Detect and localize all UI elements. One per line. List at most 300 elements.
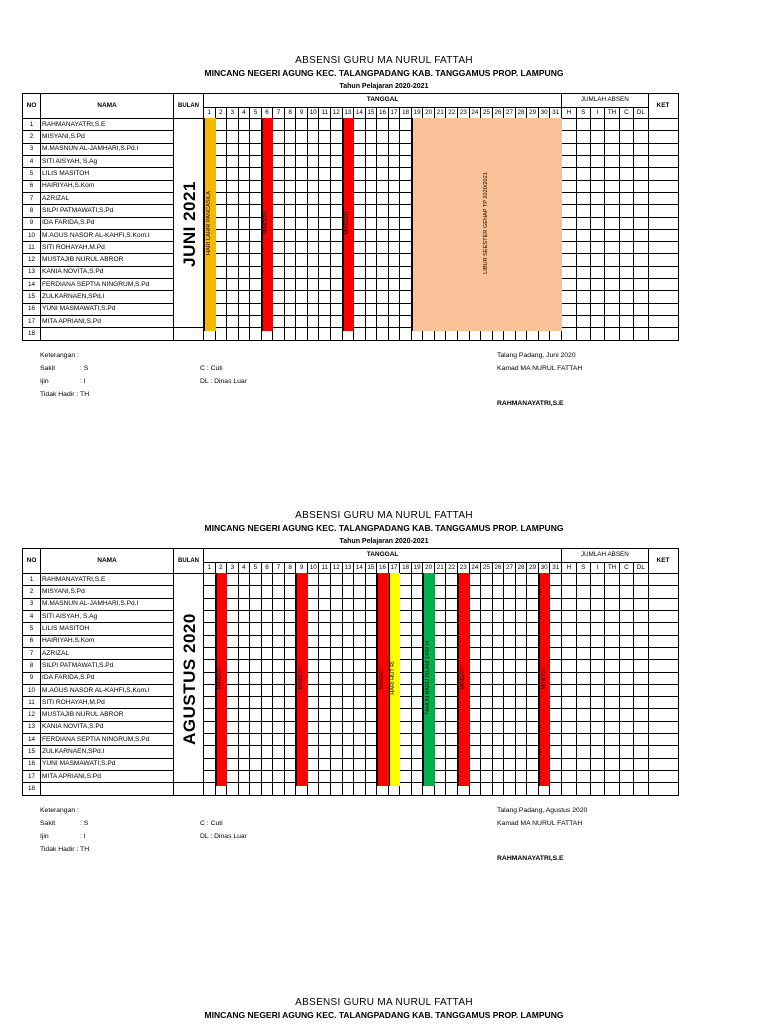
day-cell[interactable] xyxy=(296,291,308,303)
day-cell[interactable] xyxy=(273,721,285,733)
ket-cell[interactable] xyxy=(648,119,678,131)
ket-cell[interactable] xyxy=(648,156,678,168)
day-cell[interactable] xyxy=(284,734,296,746)
day-cell[interactable] xyxy=(307,168,319,180)
ket-cell[interactable] xyxy=(648,574,678,586)
day-cell[interactable] xyxy=(515,672,527,684)
absen-cell[interactable] xyxy=(590,315,604,327)
day-cell[interactable] xyxy=(238,574,250,586)
day-cell[interactable] xyxy=(411,684,423,696)
day-cell[interactable] xyxy=(227,242,239,254)
absen-cell[interactable] xyxy=(619,697,633,709)
day-cell[interactable] xyxy=(504,758,516,770)
day-cell[interactable] xyxy=(434,611,446,623)
day-cell[interactable] xyxy=(527,635,539,647)
day-cell[interactable] xyxy=(527,586,539,598)
day-cell[interactable] xyxy=(400,279,412,291)
day-cell[interactable] xyxy=(284,684,296,696)
day-cell[interactable] xyxy=(469,783,481,795)
day-cell[interactable] xyxy=(515,721,527,733)
day-cell[interactable] xyxy=(527,598,539,610)
absen-cell[interactable] xyxy=(619,143,633,155)
day-cell[interactable] xyxy=(250,131,262,143)
day-cell[interactable] xyxy=(227,746,239,758)
day-cell[interactable] xyxy=(481,660,493,672)
day-cell[interactable] xyxy=(550,635,562,647)
day-cell[interactable] xyxy=(319,254,331,266)
absen-cell[interactable] xyxy=(590,635,604,647)
day-cell[interactable] xyxy=(307,229,319,241)
absen-cell[interactable] xyxy=(590,217,604,229)
day-cell[interactable] xyxy=(492,611,504,623)
day-cell[interactable] xyxy=(481,611,493,623)
day-cell[interactable] xyxy=(331,574,343,586)
absen-cell[interactable] xyxy=(619,734,633,746)
day-cell[interactable] xyxy=(284,131,296,143)
day-cell[interactable] xyxy=(273,217,285,229)
day-cell[interactable] xyxy=(434,721,446,733)
day-cell[interactable] xyxy=(238,328,250,340)
absen-cell[interactable] xyxy=(576,598,590,610)
absen-cell[interactable] xyxy=(619,598,633,610)
day-cell[interactable] xyxy=(250,611,262,623)
absen-cell[interactable] xyxy=(605,217,619,229)
absen-cell[interactable] xyxy=(605,746,619,758)
absen-cell[interactable] xyxy=(562,770,576,782)
absen-cell[interactable] xyxy=(634,672,648,684)
day-cell[interactable] xyxy=(273,586,285,598)
absen-cell[interactable] xyxy=(619,635,633,647)
day-cell[interactable] xyxy=(307,303,319,315)
day-cell[interactable] xyxy=(261,721,273,733)
day-cell[interactable] xyxy=(400,119,412,131)
day-cell[interactable] xyxy=(515,783,527,795)
absen-cell[interactable] xyxy=(619,746,633,758)
day-cell[interactable] xyxy=(273,254,285,266)
day-cell[interactable] xyxy=(319,586,331,598)
day-cell[interactable] xyxy=(527,746,539,758)
day-cell[interactable] xyxy=(365,328,377,340)
day-cell[interactable] xyxy=(307,611,319,623)
day-cell[interactable] xyxy=(342,734,354,746)
day-cell[interactable] xyxy=(354,254,366,266)
day-cell[interactable] xyxy=(331,291,343,303)
day-cell[interactable] xyxy=(354,623,366,635)
day-cell[interactable] xyxy=(215,279,227,291)
day-cell[interactable] xyxy=(469,746,481,758)
day-cell[interactable] xyxy=(331,635,343,647)
day-cell[interactable] xyxy=(354,205,366,217)
day-cell[interactable] xyxy=(377,328,389,340)
day-cell[interactable] xyxy=(400,180,412,192)
day-cell[interactable] xyxy=(365,586,377,598)
day-cell[interactable] xyxy=(411,647,423,659)
day-cell[interactable] xyxy=(284,697,296,709)
day-cell[interactable] xyxy=(238,143,250,155)
day-cell[interactable] xyxy=(331,279,343,291)
absen-cell[interactable] xyxy=(605,303,619,315)
day-cell[interactable] xyxy=(296,266,308,278)
absen-cell[interactable] xyxy=(576,684,590,696)
day-cell[interactable] xyxy=(469,574,481,586)
day-cell[interactable] xyxy=(354,783,366,795)
day-cell[interactable] xyxy=(238,242,250,254)
absen-cell[interactable] xyxy=(605,180,619,192)
absen-cell[interactable] xyxy=(634,623,648,635)
day-cell[interactable] xyxy=(250,574,262,586)
absen-cell[interactable] xyxy=(576,623,590,635)
day-cell[interactable] xyxy=(481,635,493,647)
day-cell[interactable] xyxy=(238,131,250,143)
day-cell[interactable] xyxy=(331,598,343,610)
day-cell[interactable] xyxy=(492,635,504,647)
absen-cell[interactable] xyxy=(605,783,619,795)
absen-cell[interactable] xyxy=(590,660,604,672)
day-cell[interactable] xyxy=(515,647,527,659)
ket-cell[interactable] xyxy=(648,672,678,684)
absen-cell[interactable] xyxy=(590,697,604,709)
day-cell[interactable] xyxy=(342,660,354,672)
day-cell[interactable] xyxy=(204,660,216,672)
day-cell[interactable] xyxy=(238,168,250,180)
absen-cell[interactable] xyxy=(590,168,604,180)
day-cell[interactable] xyxy=(492,709,504,721)
day-cell[interactable] xyxy=(342,623,354,635)
absen-cell[interactable] xyxy=(590,709,604,721)
absen-cell[interactable] xyxy=(590,721,604,733)
day-cell[interactable] xyxy=(388,192,400,204)
absen-cell[interactable] xyxy=(605,119,619,131)
day-cell[interactable] xyxy=(238,635,250,647)
day-cell[interactable] xyxy=(377,229,389,241)
day-cell[interactable] xyxy=(469,635,481,647)
day-cell[interactable] xyxy=(227,328,239,340)
day-cell[interactable] xyxy=(238,709,250,721)
ket-cell[interactable] xyxy=(648,242,678,254)
day-cell[interactable] xyxy=(307,205,319,217)
day-cell[interactable] xyxy=(492,697,504,709)
absen-cell[interactable] xyxy=(590,291,604,303)
absen-cell[interactable] xyxy=(576,758,590,770)
day-cell[interactable] xyxy=(400,697,412,709)
day-cell[interactable] xyxy=(365,229,377,241)
day-cell[interactable] xyxy=(504,586,516,598)
day-cell[interactable] xyxy=(504,709,516,721)
absen-cell[interactable] xyxy=(562,254,576,266)
day-cell[interactable] xyxy=(446,623,458,635)
day-cell[interactable] xyxy=(446,611,458,623)
day-cell[interactable] xyxy=(307,279,319,291)
day-cell[interactable] xyxy=(365,180,377,192)
day-cell[interactable] xyxy=(296,143,308,155)
absen-cell[interactable] xyxy=(634,598,648,610)
absen-cell[interactable] xyxy=(562,734,576,746)
absen-cell[interactable] xyxy=(619,242,633,254)
day-cell[interactable] xyxy=(411,635,423,647)
day-cell[interactable] xyxy=(261,598,273,610)
day-cell[interactable] xyxy=(446,574,458,586)
day-cell[interactable] xyxy=(388,242,400,254)
day-cell[interactable] xyxy=(400,684,412,696)
absen-cell[interactable] xyxy=(576,131,590,143)
absen-cell[interactable] xyxy=(634,143,648,155)
day-cell[interactable] xyxy=(227,697,239,709)
day-cell[interactable] xyxy=(273,266,285,278)
absen-cell[interactable] xyxy=(562,328,576,340)
day-cell[interactable] xyxy=(250,635,262,647)
day-cell[interactable] xyxy=(273,279,285,291)
ket-cell[interactable] xyxy=(648,254,678,266)
absen-cell[interactable] xyxy=(562,783,576,795)
day-cell[interactable] xyxy=(492,734,504,746)
day-cell[interactable] xyxy=(388,217,400,229)
day-cell[interactable] xyxy=(215,315,227,327)
day-cell[interactable] xyxy=(284,119,296,131)
ket-cell[interactable] xyxy=(648,291,678,303)
day-cell[interactable] xyxy=(238,217,250,229)
day-cell[interactable] xyxy=(411,611,423,623)
day-cell[interactable] xyxy=(550,672,562,684)
absen-cell[interactable] xyxy=(605,229,619,241)
day-cell[interactable] xyxy=(481,770,493,782)
absen-cell[interactable] xyxy=(562,758,576,770)
day-cell[interactable] xyxy=(354,697,366,709)
day-cell[interactable] xyxy=(307,709,319,721)
day-cell[interactable] xyxy=(215,291,227,303)
day-cell[interactable] xyxy=(469,734,481,746)
day-cell[interactable] xyxy=(250,303,262,315)
day-cell[interactable] xyxy=(354,168,366,180)
day-cell[interactable] xyxy=(227,119,239,131)
absen-cell[interactable] xyxy=(590,647,604,659)
day-cell[interactable] xyxy=(388,328,400,340)
day-cell[interactable] xyxy=(388,315,400,327)
absen-cell[interactable] xyxy=(619,180,633,192)
day-cell[interactable] xyxy=(238,647,250,659)
day-cell[interactable] xyxy=(388,291,400,303)
day-cell[interactable] xyxy=(331,156,343,168)
day-cell[interactable] xyxy=(319,131,331,143)
day-cell[interactable] xyxy=(273,672,285,684)
day-cell[interactable] xyxy=(227,217,239,229)
day-cell[interactable] xyxy=(434,697,446,709)
day-cell[interactable] xyxy=(319,180,331,192)
day-cell[interactable] xyxy=(446,647,458,659)
absen-cell[interactable] xyxy=(605,143,619,155)
day-cell[interactable] xyxy=(319,684,331,696)
day-cell[interactable] xyxy=(307,574,319,586)
day-cell[interactable] xyxy=(400,770,412,782)
absen-cell[interactable] xyxy=(634,315,648,327)
day-cell[interactable] xyxy=(365,217,377,229)
day-cell[interactable] xyxy=(492,684,504,696)
day-cell[interactable] xyxy=(550,684,562,696)
day-cell[interactable] xyxy=(388,303,400,315)
ket-cell[interactable] xyxy=(648,143,678,155)
day-cell[interactable] xyxy=(204,697,216,709)
absen-cell[interactable] xyxy=(605,623,619,635)
day-cell[interactable] xyxy=(527,721,539,733)
day-cell[interactable] xyxy=(238,266,250,278)
absen-cell[interactable] xyxy=(562,672,576,684)
absen-cell[interactable] xyxy=(619,758,633,770)
absen-cell[interactable] xyxy=(605,266,619,278)
absen-cell[interactable] xyxy=(576,635,590,647)
day-cell[interactable] xyxy=(238,672,250,684)
absen-cell[interactable] xyxy=(634,229,648,241)
day-cell[interactable] xyxy=(331,303,343,315)
day-cell[interactable] xyxy=(377,266,389,278)
day-cell[interactable] xyxy=(307,770,319,782)
day-cell[interactable] xyxy=(446,770,458,782)
day-cell[interactable] xyxy=(284,783,296,795)
day-cell[interactable] xyxy=(527,574,539,586)
day-cell[interactable] xyxy=(365,721,377,733)
day-cell[interactable] xyxy=(354,291,366,303)
absen-cell[interactable] xyxy=(590,611,604,623)
day-cell[interactable] xyxy=(492,660,504,672)
day-cell[interactable] xyxy=(354,328,366,340)
day-cell[interactable] xyxy=(446,721,458,733)
day-cell[interactable] xyxy=(331,143,343,155)
day-cell[interactable] xyxy=(250,254,262,266)
day-cell[interactable] xyxy=(527,697,539,709)
absen-cell[interactable] xyxy=(634,574,648,586)
day-cell[interactable] xyxy=(319,168,331,180)
absen-cell[interactable] xyxy=(605,574,619,586)
day-cell[interactable] xyxy=(238,254,250,266)
day-cell[interactable] xyxy=(238,205,250,217)
day-cell[interactable] xyxy=(342,672,354,684)
day-cell[interactable] xyxy=(261,574,273,586)
absen-cell[interactable] xyxy=(576,611,590,623)
day-cell[interactable] xyxy=(307,291,319,303)
day-cell[interactable] xyxy=(411,721,423,733)
day-cell[interactable] xyxy=(400,315,412,327)
day-cell[interactable] xyxy=(504,746,516,758)
day-cell[interactable] xyxy=(319,660,331,672)
day-cell[interactable] xyxy=(504,697,516,709)
day-cell[interactable] xyxy=(354,242,366,254)
day-cell[interactable] xyxy=(307,783,319,795)
day-cell[interactable] xyxy=(227,229,239,241)
day-cell[interactable] xyxy=(227,192,239,204)
day-cell[interactable] xyxy=(377,315,389,327)
absen-cell[interactable] xyxy=(576,229,590,241)
day-cell[interactable] xyxy=(307,156,319,168)
ket-cell[interactable] xyxy=(648,746,678,758)
day-cell[interactable] xyxy=(284,156,296,168)
day-cell[interactable] xyxy=(319,328,331,340)
day-cell[interactable] xyxy=(250,119,262,131)
absen-cell[interactable] xyxy=(619,623,633,635)
absen-cell[interactable] xyxy=(576,574,590,586)
day-cell[interactable] xyxy=(331,119,343,131)
day-cell[interactable] xyxy=(273,660,285,672)
day-cell[interactable] xyxy=(284,586,296,598)
day-cell[interactable] xyxy=(354,156,366,168)
absen-cell[interactable] xyxy=(605,647,619,659)
day-cell[interactable] xyxy=(365,315,377,327)
day-cell[interactable] xyxy=(273,770,285,782)
day-cell[interactable] xyxy=(354,770,366,782)
day-cell[interactable] xyxy=(400,254,412,266)
absen-cell[interactable] xyxy=(576,586,590,598)
day-cell[interactable] xyxy=(250,168,262,180)
day-cell[interactable] xyxy=(227,586,239,598)
day-cell[interactable] xyxy=(307,684,319,696)
absen-cell[interactable] xyxy=(634,721,648,733)
absen-cell[interactable] xyxy=(562,156,576,168)
ket-cell[interactable] xyxy=(648,217,678,229)
day-cell[interactable] xyxy=(342,647,354,659)
day-cell[interactable] xyxy=(307,746,319,758)
absen-cell[interactable] xyxy=(605,291,619,303)
day-cell[interactable] xyxy=(388,180,400,192)
absen-cell[interactable] xyxy=(634,709,648,721)
day-cell[interactable] xyxy=(250,623,262,635)
day-cell[interactable] xyxy=(296,205,308,217)
day-cell[interactable] xyxy=(238,660,250,672)
day-cell[interactable] xyxy=(365,143,377,155)
absen-cell[interactable] xyxy=(634,291,648,303)
day-cell[interactable] xyxy=(377,143,389,155)
day-cell[interactable] xyxy=(284,746,296,758)
day-cell[interactable] xyxy=(261,758,273,770)
day-cell[interactable] xyxy=(492,598,504,610)
absen-cell[interactable] xyxy=(634,328,648,340)
day-cell[interactable] xyxy=(250,672,262,684)
day-cell[interactable] xyxy=(273,783,285,795)
absen-cell[interactable] xyxy=(576,180,590,192)
day-cell[interactable] xyxy=(227,672,239,684)
day-cell[interactable] xyxy=(400,721,412,733)
day-cell[interactable] xyxy=(527,684,539,696)
day-cell[interactable] xyxy=(319,156,331,168)
day-cell[interactable] xyxy=(238,746,250,758)
day-cell[interactable] xyxy=(331,709,343,721)
day-cell[interactable] xyxy=(388,279,400,291)
day-cell[interactable] xyxy=(365,611,377,623)
day-cell[interactable] xyxy=(342,746,354,758)
day-cell[interactable] xyxy=(307,734,319,746)
day-cell[interactable] xyxy=(238,229,250,241)
day-cell[interactable] xyxy=(469,611,481,623)
absen-cell[interactable] xyxy=(619,328,633,340)
day-cell[interactable] xyxy=(331,758,343,770)
day-cell[interactable] xyxy=(434,684,446,696)
day-cell[interactable] xyxy=(331,721,343,733)
absen-cell[interactable] xyxy=(562,635,576,647)
day-cell[interactable] xyxy=(446,697,458,709)
day-cell[interactable] xyxy=(481,672,493,684)
day-cell[interactable] xyxy=(550,697,562,709)
day-cell[interactable] xyxy=(365,131,377,143)
day-cell[interactable] xyxy=(469,586,481,598)
day-cell[interactable] xyxy=(331,131,343,143)
day-cell[interactable] xyxy=(273,229,285,241)
day-cell[interactable] xyxy=(296,168,308,180)
day-cell[interactable] xyxy=(550,770,562,782)
day-cell[interactable] xyxy=(319,709,331,721)
day-cell[interactable] xyxy=(481,574,493,586)
absen-cell[interactable] xyxy=(562,242,576,254)
day-cell[interactable] xyxy=(284,635,296,647)
day-cell[interactable] xyxy=(411,574,423,586)
day-cell[interactable] xyxy=(261,783,273,795)
absen-cell[interactable] xyxy=(634,254,648,266)
day-cell[interactable] xyxy=(515,623,527,635)
